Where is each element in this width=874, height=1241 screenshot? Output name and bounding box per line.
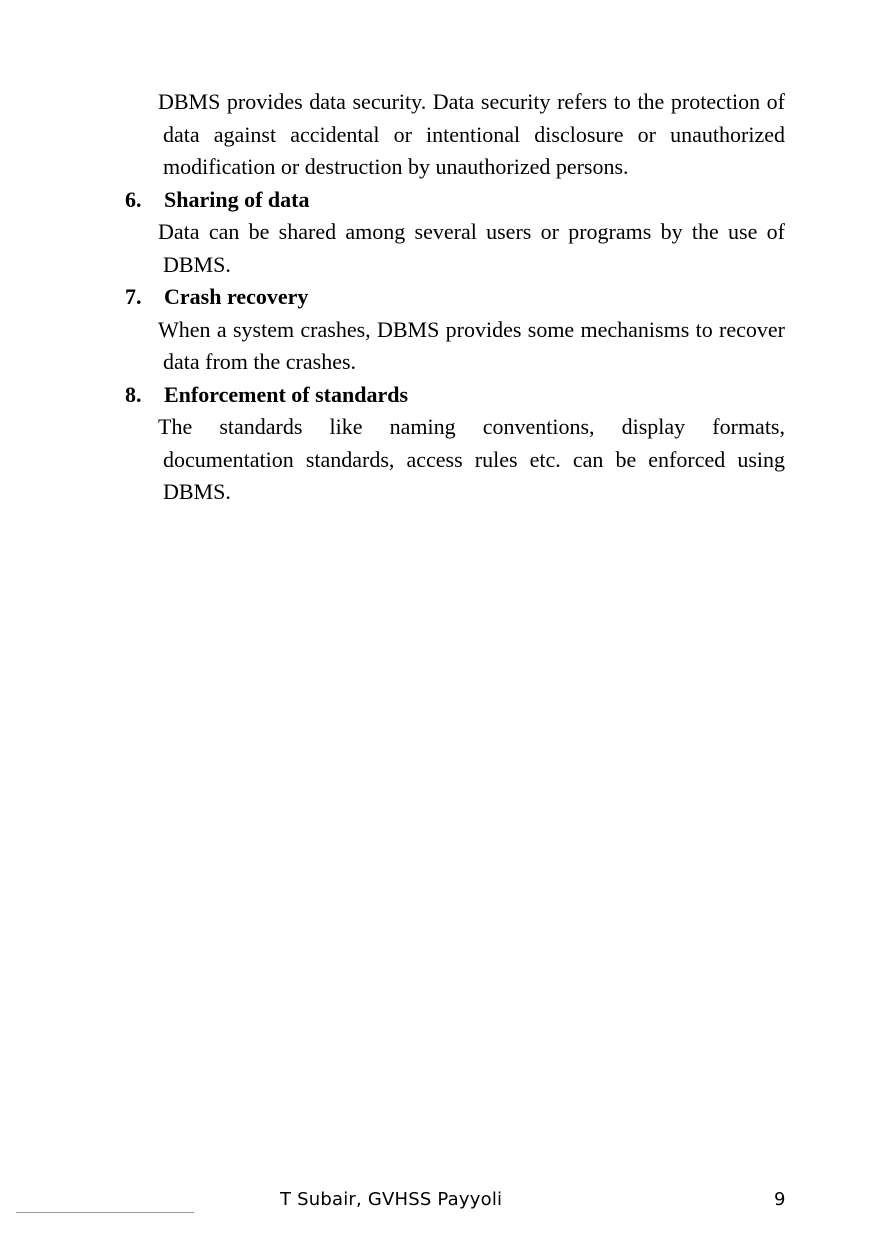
heading-title: Crash recovery (164, 284, 309, 309)
security-paragraph (157, 86, 785, 184)
crash-recovery-paragraph (157, 314, 785, 379)
heading-title: Enforcement of standards (164, 381, 409, 407)
page-number: 9 (774, 1189, 786, 1210)
standards-text: The standards like naming conventions, display formats, documentation standards, access rules etc. can be enforced using DBMS. (158, 414, 785, 504)
heading-number: 7. (125, 284, 142, 309)
heading-title: Sharing of data (164, 186, 310, 212)
heading-number: 6. (125, 186, 142, 212)
sharing-paragraph (157, 216, 785, 281)
footer-author: T Subair, GVHSS Payyoli (280, 1189, 503, 1210)
heading-number: 8. (125, 381, 142, 407)
security-text: DBMS provides data security. Data security refers to the protection of data against accidental or intentional disclosure or unauthorized modification or destruction by unauthorized persons. (158, 89, 785, 179)
heading-sharing-of-data (125, 184, 874, 217)
heading-enforcement-of-standards (125, 379, 874, 412)
standards-paragraph (157, 411, 785, 509)
crash-recovery-text: When a system crashes, DBMS provides some mechanisms to recover data from the crashes. (158, 316, 785, 374)
heading-crash-recovery (125, 281, 874, 314)
footer-divider (16, 1212, 194, 1213)
sharing-text: Data can be shared among several users or programs by the use of DBMS. (158, 219, 785, 277)
page-body (0, 86, 874, 509)
